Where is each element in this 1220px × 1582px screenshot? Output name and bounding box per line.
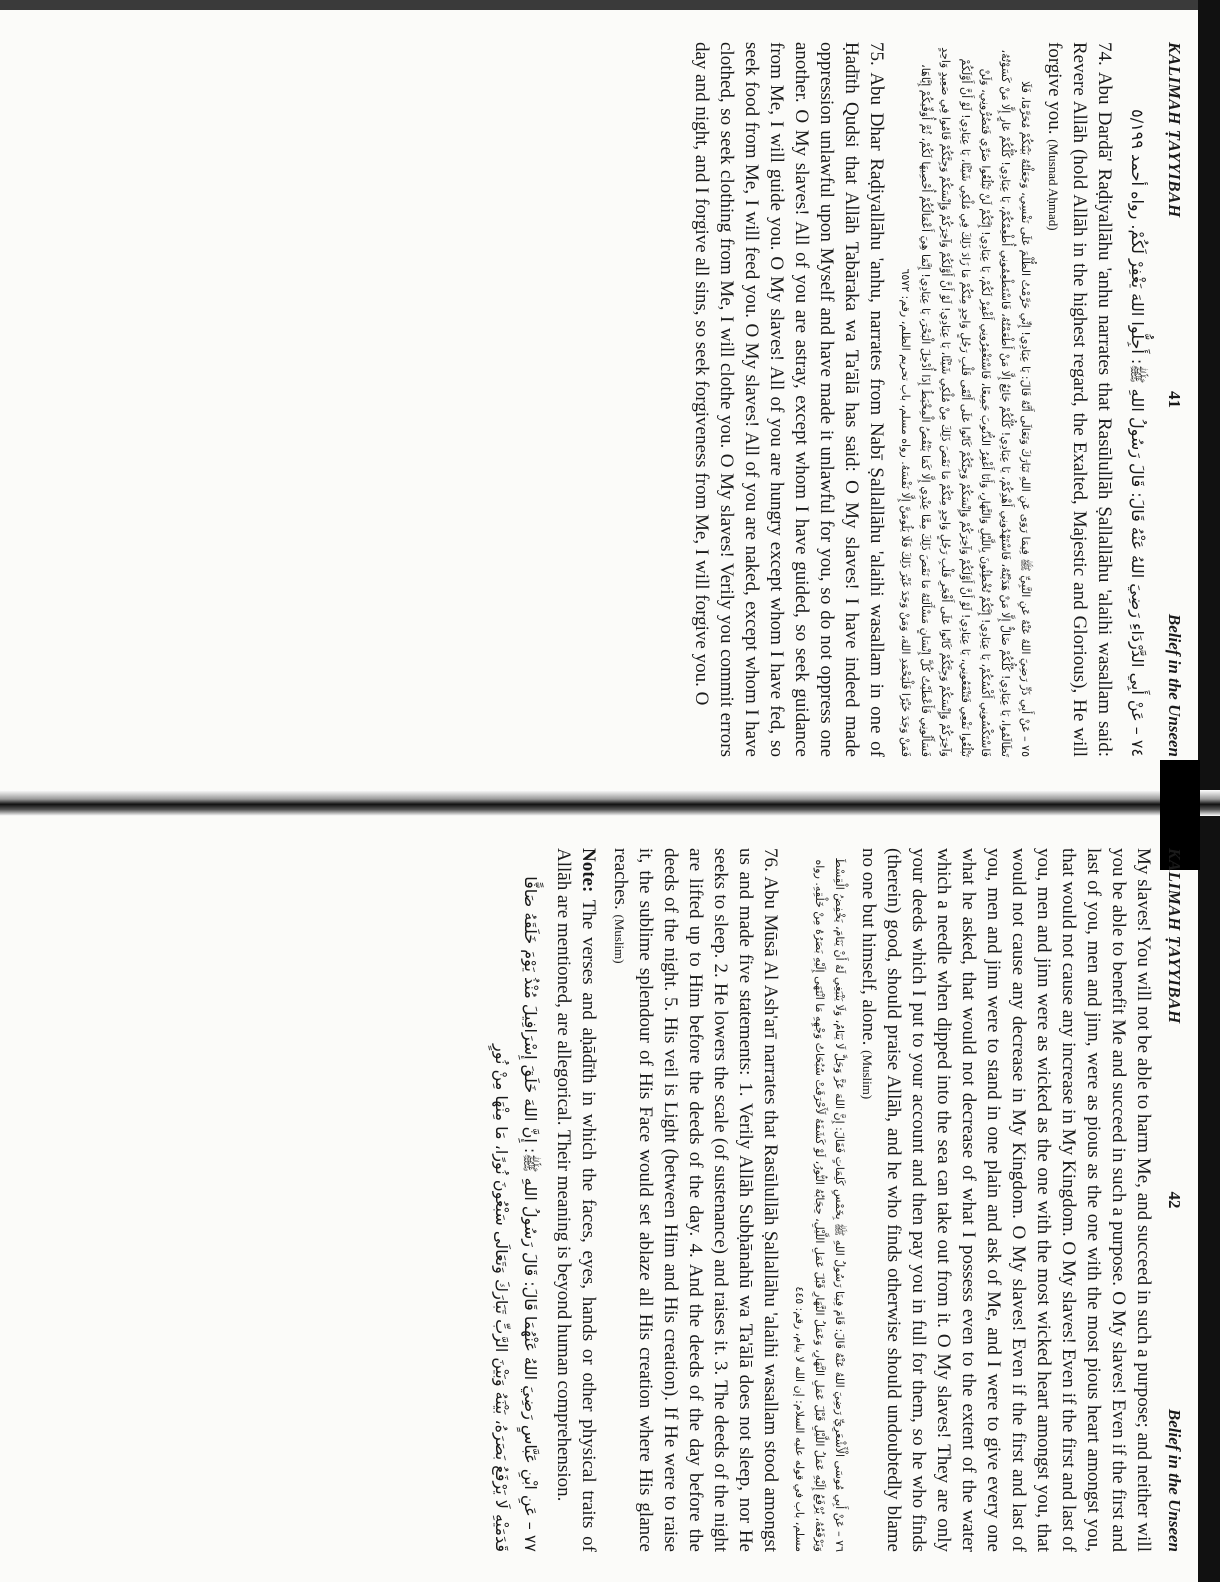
hadith-74-english	[1041, 42, 1117, 757]
book-title: KALIMAH ṬAYYIBAH	[1165, 42, 1184, 218]
page-number: 41	[1165, 391, 1184, 408]
hadith-76-arabic: ٧٦ – عَنْ أَبِي مُوسَى الْأَشْعَرِيِّ رَضِيَ اللهُ عَنْهُ قَالَ: قَامَ فِينَا رَسُولُ اللهِ ﷺ بِخَمْسِ كَلِمَاتٍ فَقَالَ: إِنَّ اللهَ عَزَّ وَجَلَّ لَا يَنَامُ، وَلَا يَنْبَغِي لَهُ أَنْ يَنَامَ، يَخْفِضُ الْقِسْطَ وَيَرْفَعُهُ، يُرْفَعُ إِلَيْهِ عَمَلُ اللَّيْلِ قَبْلَ عَمَلِ النَّهَارِ، وَعَمَلُ النَّهَارِ قَبْلَ عَمَلِ اللَّيْلِ، حِجَابُهُ النُّورُ، لَوْ كَشَفَهُ لَأَحْرَقَتْ سُبُحَاتُ وَجْهِهِ مَا انْتَهَى إِلَيْهِ بَصَرُهُ مِنْ خَلْقِهِ. رواه مسلم، باب في قوله عليه السلام: إن الله لا ينام، رقم: ٤٤٥	[793, 857, 846, 1552]
hadith-76-text: 76. Abu Mūsā Al Ash'arī narrates that Rasūlullāh Ṣallallāhu 'alaihi wasallam stood amongst us and made five statements: 1. Verily Allāh Subḥānahū wa Ta'ālā does not sleep, nor He seeks to sleep. 2. He lowers the scale (of sustenance) and raises it. 3. The deeds of the night are lifted up to Him before the deeds of the day. 4. And the deeds of the day before the deeds of the night. 5. His veil is Light (between Him and His creation). If He were to raise it, the sublime splendour of His Face would set ablaze all His creation where His glance reaches.	[610, 848, 781, 1552]
continuation-text: My slaves! You will not be able to harm Me, and succeed in such a purpose; and neither will you be able to benefit Me and succeed in such a purpose. O My slaves! Even if the first and last of you, men and jinn, were as pious as the one with the most pious heart amongst you, that would not cause any increase in My Kingdom. O My slaves! Even if the first and last of you, men and jinn were as wicked as the one with the most wicked heart amongst you, that would not cause any decrease in My Kingdom. O My slaves! Even if the first and last of you, men and jinn were to stand in one plain and ask of Me, and I were to give every one what he asked, that would not decrease of what I possess even to the extent of the water which a needle when dipped into the sea can take out from it. O My slaves! They are only your deeds which I put to your account and then pay you in full for them, so he who finds (therein) good, should praise Allāh, and he who finds otherwise should undoubtedly blame no one but himself, alone.	[858, 848, 1154, 1552]
hadith-74-source: (Musnad Aḥmad)	[1046, 139, 1061, 231]
book-spine	[0, 790, 1220, 816]
hadith-74-text: 74. Abu Dardā' Raḍiyallāhu 'anhu narrates that Rasūlullāh Ṣallallāhu 'alaihi wasallam said: Revere Allāh (hold Allāh in the highest regard, the Exalted, Majestic and Glorious), He will forgive you.	[1044, 42, 1115, 757]
section-title: Belief in the Unseen	[1165, 613, 1184, 757]
note-text: The verses and aḥādīth in which the faces, eyes, hands or other physical traits of Allāh are mentioned, are allegorical. Their meaning is beyond human comprehension.	[553, 848, 599, 1552]
hadith-75-continuation	[855, 848, 1156, 1552]
hadith-74-arabic: ٧٤ – عَنْ أَبِي الدَّرْدَاءِ رَضِيَ اللهُ عَنْهُ قَالَ: قَالَ رَسُولُ اللهِ ﷺ: أَجِلُّوا اللهَ يَغْفِرْ لَكُمْ. رواه أحمد ٥/١٩٩	[1128, 109, 1147, 757]
hadith-76-source: (Muslim)	[612, 914, 627, 964]
scan-top-edge	[0, 0, 1220, 10]
hadith-76-english	[607, 848, 783, 1552]
page-number: 42	[1165, 1191, 1184, 1209]
section-title: Belief in the Unseen	[1165, 1408, 1184, 1552]
hadith-75-english: 75. Abu Dhar Raḍiyallāhu 'anhu, narrates from Nabī Ṣallallāhu 'alaihi wasallam in one of Ḥadīth Qudsi that Allāh Tabāraka wa Ta'ālā has said: O My slaves! I have indeed made oppression unlawful upon Myself and have made it unlawful for you, so do not oppress one another. O My slaves! All of you are astray, except whom I have guided, so seek guidance from Me, I will guide you. O My slaves! All of you are hungry except whom I have fed, so seek food from Me, I will feed you. O My slaves! All of you are naked, except whom I have clothed, so seek clothing from Me, I will clothe you. O My slaves! Verily you commit errors day and night, and I forgive all sins, so seek forgiveness from Me, I will forgive you. O	[691, 42, 887, 757]
note-label: Note:	[578, 848, 599, 893]
page-header	[1156, 42, 1190, 757]
hadith-75-arabic: ٧٥ – عَنْ أَبِي ذَرٍّ رَضِيَ اللهُ عَنْهُ عَنِ النَّبِيِّ ﷺ فِيمَا رَوَى عَنِ اللهِ تَبَارَكَ وَتَعَالَى أَنَّهُ قَالَ: يَا عِبَادِي! إِنِّي حَرَّمْتُ الظُّلْمَ عَلَى نَفْسِي، وَجَعَلْتُهُ بَيْنَكُمْ مُحَرَّمًا، فَلَا تَظَالَمُوا، يَا عِبَادِي! كُلُّكُمْ ضَالٌّ إِلَّا مَنْ هَدَيْتُهُ، فَاسْتَهْدُونِي أَهْدِكُمْ، يَا عِبَادِي! كُلُّكُمْ جَائِعٌ إِلَّا مَنْ أَطْعَمْتُهُ، فَاسْتَطْعِمُونِي أُطْعِمْكُمْ، يَا عِبَادِي! كُلُّكُمْ عَارٍ إِلَّا مَنْ كَسَوْتُهُ، فَاسْتَكْسُونِي أَكْسُكُمْ، يَا عِبَادِي! إِنَّكُمْ تُخْطِئُونَ بِاللَّيْلِ وَالنَّهَارِ، وَأَنَا أَغْفِرُ الذُّنُوبَ جَمِيعًا، فَاسْتَغْفِرُونِي أَغْفِرْ لَكُمْ، يَا عِبَادِي! إِنَّكُمْ لَنْ تَبْلُغُوا ضَرِّي فَتَضُرُّونِي، وَلَنْ تَبْلُغُوا نَفْعِي فَتَنْفَعُونِي، يَا عِبَادِي! لَوْ أَنَّ أَوَّلَكُمْ وَآخِرَكُمْ وَإِنْسَكُمْ وَجِنَّكُمْ كَانُوا عَلَى أَتْقَى قَلْبِ رَجُلٍ وَاحِدٍ مِنْكُمْ مَا زَادَ ذَلِكَ فِي مُلْكِي شَيْئًا، يَا عِبَادِي! لَوْ أَنَّ أَوَّلَكُمْ وَآخِرَكُمْ وَإِنْسَكُمْ وَجِنَّكُمْ كَانُوا عَلَى أَفْجَرِ قَلْبِ رَجُلٍ وَاحِدٍ مِنْكُمْ مَا نَقَصَ ذَلِكَ مِنْ مُلْكِي شَيْئًا، يَا عِبَادِي! لَوْ أَنَّ أَوَّلَكُمْ وَآخِرَكُمْ وَإِنْسَكُمْ وَجِنَّكُمْ قَامُوا فِي صَعِيدٍ وَاحِدٍ فَسَأَلُونِي فَأَعْطَيْتُ كُلَّ إِنْسَانٍ مَسْأَلَتَهُ مَا نَقَصَ ذَلِكَ مِمَّا عِنْدِي إِلَّا كَمَا يَنْقُصُ الْمِخْيَطُ إِذَا أُدْخِلَ الْبَحْرَ، يَا عِبَادِي! إِنَّمَا هِيَ أَعْمَالُكُمْ أُحْصِيهَا لَكُمْ، ثُمَّ أُوَفِّيكُمْ إِيَّاهَا، فَمَنْ وَجَدَ خَيْرًا فَلْيَحْمَدِ اللهَ، وَمَنْ وَجَدَ غَيْرَ ذَلِكَ فَلَا يَلُومَنَّ إِلَّا نَفْسَهُ. رواه مسلم، باب تحريم الظلم، رقم: ٦٥٧٢	[899, 47, 1032, 757]
note-paragraph	[551, 848, 601, 1552]
continuation-source: (Muslim)	[860, 1050, 875, 1100]
page-42	[60, 818, 1210, 1582]
page-header	[1156, 848, 1190, 1552]
book-title: KALIMAH ṬAYYIBAH	[1165, 848, 1184, 1024]
page-41	[60, 12, 1210, 787]
hadith-77-arabic: ٧٧ – عَنِ ابْنِ عَبَّاسٍ رَضِيَ اللهُ عَنْهُمَا قَالَ: قَالَ رَسُولُ اللهِ ﷺ: إِنَّ اللهَ خَلَقَ إِسْرَافِيلَ مُنْذُ يَوْمَ خَلَقَهُ صَافًّا قَدَمَيْهِ لَا يَرْفَعُ بَصَرَهُ، بَيْنَهُ وَبَيْنَ الرَّبِّ تَبَارَكَ وَتَعَالَى سَبْعُونَ نُورًا، مَا مِنْهَا مِنْ نُورٍ	[492, 876, 540, 1552]
